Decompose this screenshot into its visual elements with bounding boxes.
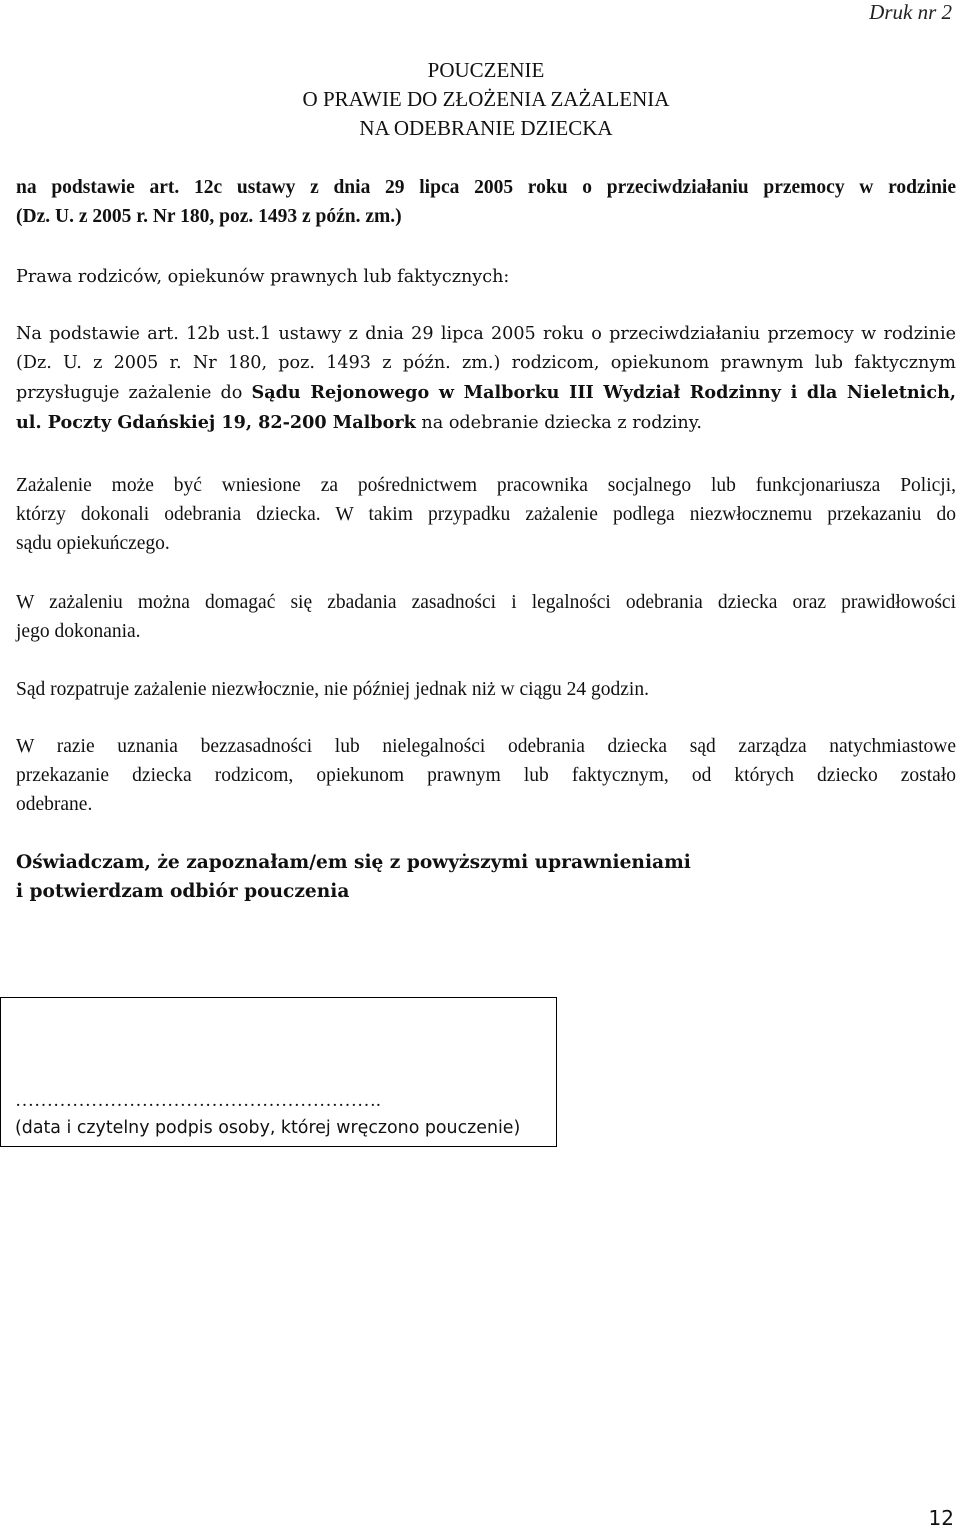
para5-line-3: odebrane. (16, 794, 93, 815)
paragraph-court-deadline: Sąd rozpatruje zażalenie niezwłocznie, nie później jednak niż w ciągu 24 godzin. (16, 679, 649, 700)
para1-line-4-text: na odebranie dziecka z rodziny. (415, 413, 702, 433)
para1-line-2: (Dz. U. z 2005 r. Nr 180, poz. 1493 z późn. zm.) rodzicom, opiekunom prawnym lub faktycznym (16, 353, 956, 373)
para1-line-3 (16, 378, 956, 408)
para5-line-1: W razie uznania bezzasadności lub nielegalności odebrania dziecka sąd zarządza natychmiastowe (16, 736, 956, 757)
para2-line-2: którzy dokonali odebrania dziecka. W takim przypadku zażalenie podlega niezwłocznemu przekazaniu do (16, 504, 956, 525)
court-address: ul. Poczty Gdańskiej 19, 82-200 Malbork (16, 412, 416, 433)
para1-line-3-text: przysługuje zażalenie do (16, 383, 252, 403)
declaration-line-1: Oświadczam, że zapoznałam/em się z powyższymi uprawnieniami (16, 852, 691, 873)
title-line-1: POUCZENIE (427, 58, 545, 82)
paragraph-complaint-submission (16, 471, 956, 558)
para5-line-2: przekazanie dziecka rodzicom, opiekunom prawnym lub faktycznym, od których dziecko zostało (16, 765, 956, 786)
rights-heading: Prawa rodziców, opiekunów prawnych lub faktycznych: (16, 267, 510, 287)
form-number: Druk nr 2 (869, 0, 952, 24)
title-line-2: O PRAWIE DO ZŁOŻENIA ZAŻALENIA (302, 87, 670, 111)
court-name: Sądu Rejonowego w Malborku III Wydział Rodzinny i dla Nieletnich, (251, 382, 956, 403)
para2-line-3: sądu opiekuńczego. (16, 533, 170, 554)
para2-line-1: Zażalenie może być wniesione za pośrednictwem pracownika socjalnego lub funkcjonariusza Policji, (16, 475, 956, 496)
title-line-3: NA ODEBRANIE DZIECKA (359, 116, 613, 140)
document-title (0, 56, 960, 143)
declaration (16, 848, 956, 906)
para3-line-1: W zażaleniu można domagać się zbadania zasadności i legalności odebrania dziecka oraz prawidłowości (16, 592, 956, 613)
paragraph-child-return (16, 732, 956, 819)
legal-basis-line-1: na podstawie art. 12c ustawy z dnia 29 lipca 2005 roku o przeciwdziałaniu przemocy w rodzinie (16, 177, 956, 198)
signature-caption: (data i czytelny podpis osoby, której wręczono pouczenie) (15, 1118, 521, 1138)
para3-line-2: jego dokonania. (16, 621, 141, 642)
para1-line-1: Na podstawie art. 12b ust.1 ustawy z dnia 29 lipca 2005 roku o przeciwdziałaniu przemocy w rodzinie (16, 324, 956, 344)
legal-basis-line-2: (Dz. U. z 2005 r. Nr 180, poz. 1493 z późn. zm.) (16, 206, 402, 227)
declaration-line-2: i potwierdzam odbiór pouczenia (16, 881, 350, 902)
legal-basis (16, 173, 956, 231)
signature-line: …………………………………………………. (15, 1090, 381, 1111)
paragraph-complaint-scope (16, 588, 956, 646)
signature-box[interactable] (0, 997, 557, 1147)
page-number: 12 (928, 1506, 954, 1530)
paragraph-complaint-right (16, 320, 956, 438)
para1-line-4 (16, 408, 956, 438)
